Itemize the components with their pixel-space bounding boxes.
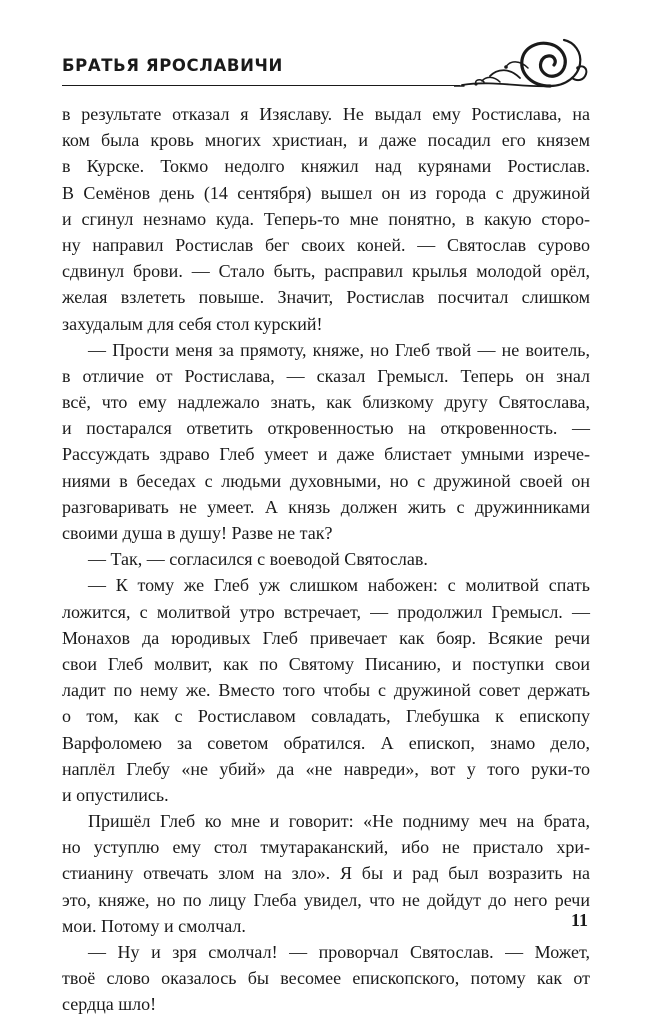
text-line: желая взлететь повыше. Значит, Ростислав посчитал слишком	[62, 287, 590, 308]
text-line: ниями в беседах с людьми духовными, но с дружиной своей он	[62, 470, 590, 491]
text-line: и сгинул незнамо куда. Теперь-то мне понятно, в какую сторо-	[62, 208, 590, 229]
text-line: сдвинул брови. — Стало быть, расправил крылья молодой орёл,	[62, 261, 590, 282]
text-line: стианину отвечать злом на зло». Я бы и рад был возразить на	[62, 863, 590, 884]
text-line: наплёл Глебу «не убий» да «не навреди», вот у того руки-то	[62, 758, 590, 779]
text-line: — Так, — согласился с воеводой Святослав.	[88, 549, 428, 570]
text-line: ложится, с молитвой утро встречает, — продолжил Гремысл. —	[62, 601, 590, 622]
text-line: разговаривать не умеет. А князь должен жить с дружинниками	[62, 496, 590, 517]
text-line: о том, как с Ростиславом совладать, Глебушка к епископу	[62, 706, 590, 727]
text-line: мои. Потому и смолчал.	[62, 915, 246, 936]
text-line: Пришёл Глеб ко мне и говорит: «Не подниму меч на брата,	[88, 811, 590, 832]
text-line: ладит по нему же. Вместо того чтобы с дружиной совет держать	[62, 680, 590, 701]
text-line: это, княже, но по лицу Глеба увидел, что не дойдут до него речи	[62, 889, 590, 910]
header-rule	[62, 85, 460, 86]
text-line: ком была кровь многих христиан, и даже посадил его князем	[62, 130, 590, 151]
text-line: в отличие от Ростислава, — сказал Гремысл. Теперь он знал	[62, 365, 590, 386]
text-line: ну направил Ростислав бег своих коней. — Святослав сурово	[62, 234, 590, 255]
text-line: но уступлю ему стол тмутараканский, ибо не пристало хри-	[62, 837, 590, 858]
text-line: в Курске. Токмо недолго княжил над курянами Ростислав.	[62, 156, 590, 177]
page-body-text	[62, 101, 590, 1018]
text-line: захудалым для себя стол курский!	[62, 313, 323, 334]
running-title: БРАТЬЯ ЯРОСЛАВИЧИ	[62, 56, 283, 75]
text-line: Варфоломею за советом обратился. А епископ, знамо дело,	[62, 732, 590, 753]
text-line: и постарался ответить откровенностью на откровенность. —	[62, 418, 590, 439]
running-header	[62, 38, 592, 96]
decorative-scroll-ornament-icon	[454, 38, 592, 94]
text-line: сердца шло!	[62, 994, 157, 1015]
text-line: — Прости меня за прямоту, княже, но Глеб твой — не воитель,	[88, 339, 590, 360]
text-line: своими душа в душу! Разве не так?	[62, 523, 333, 543]
text-line: — Ну и зря смолчал! — проворчал Святослав. — Может,	[88, 942, 590, 962]
text-line: твоё слово оказалось бы весомее епископского, потому как от	[62, 968, 590, 989]
text-line: всё, что ему надлежало знать, как близкому другу Святослава,	[62, 392, 590, 413]
text-line: В Семёнов день (14 сентября) вышел он из города с дружиной	[62, 182, 590, 203]
page-number: 11	[570, 910, 588, 930]
text-line: и опустились.	[62, 784, 169, 805]
text-line: в результате отказал я Изяславу. Не выдал ему Ростислава, на	[62, 104, 590, 124]
text-line: свои Глеб молвит, как по Святому Писанию, и поступки свои	[62, 653, 590, 674]
text-line: Рассуждать здраво Глеб умеет и даже блистает умными изрече-	[62, 444, 590, 465]
text-line: — К тому же Глеб уж слишком набожен: с молитвой спать	[88, 575, 590, 596]
text-line: Монахов да юродивых Глеб привечает как бояр. Всякие речи	[62, 627, 590, 648]
